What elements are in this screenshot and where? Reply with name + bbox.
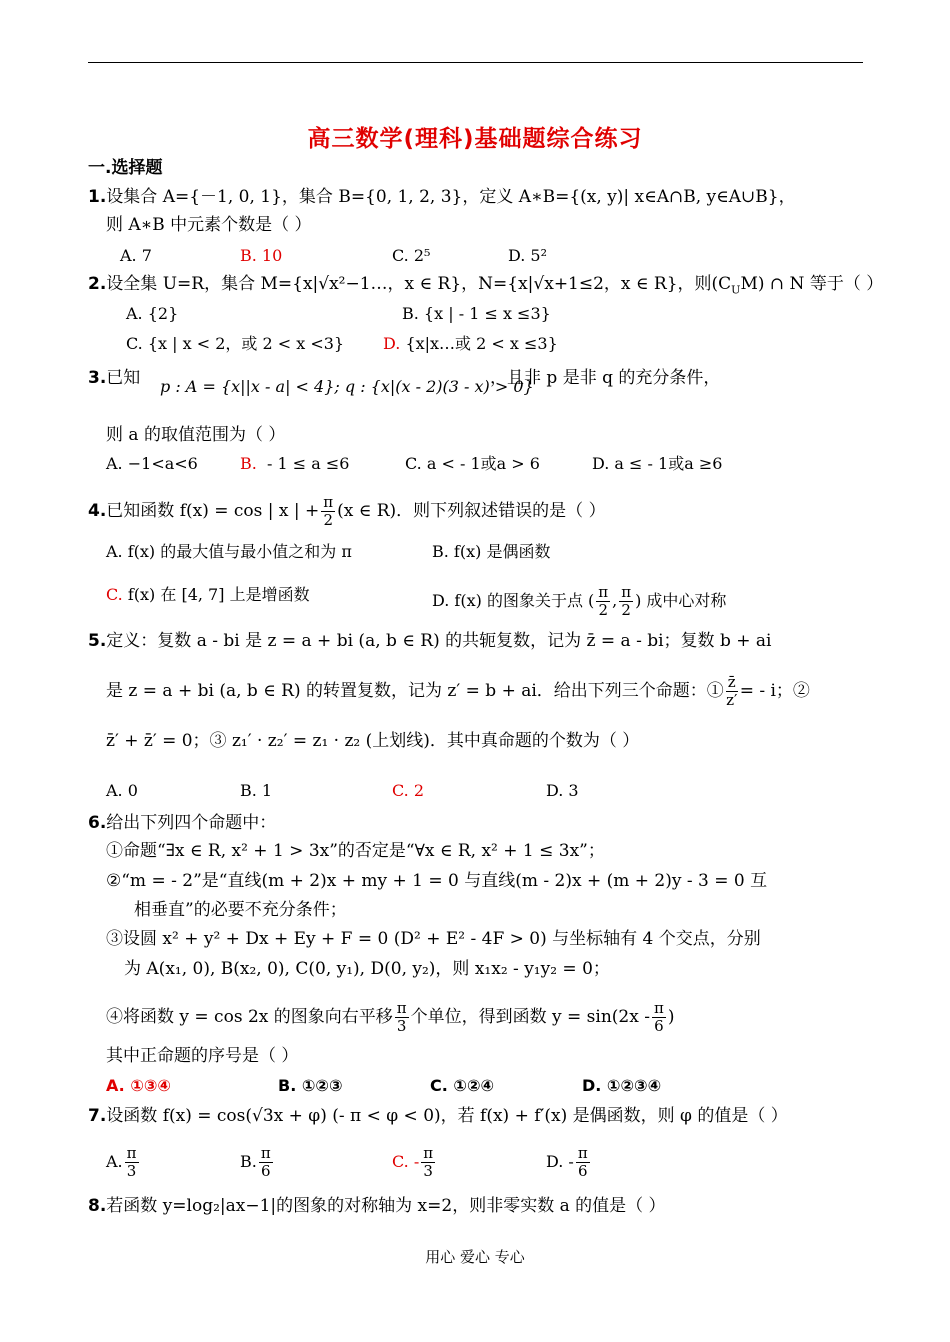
question-text-end: M) ∩ N 等于（ ） [740, 274, 884, 294]
fraction [321, 494, 335, 529]
option-d [383, 333, 558, 355]
option-d: D. ①②③④ [582, 1076, 662, 1095]
statement-text-end: ) [667, 1007, 675, 1027]
question-1-line2: 则 A∗B 中元素个数是（ ） [106, 215, 312, 235]
page-footer: 用心 爱心 专心 [425, 1248, 525, 1266]
denominator: 3 [396, 1017, 407, 1035]
statement-1: ①命题“∃x ∈ R, x² + 1 > 3x”的否定是“∀x ∈ R, x² + 1 ≤ 3x”； [106, 841, 605, 861]
page-title: 高三数学(理科)基础题综合练习 [307, 126, 643, 152]
question-number: 8. [88, 1196, 107, 1216]
denominator: 6 [654, 1017, 664, 1035]
question-3 [88, 367, 140, 389]
fraction [576, 1145, 590, 1180]
option-b [240, 1145, 275, 1180]
option-a: A. −1<a<6 [106, 454, 198, 473]
question-number: 4. [88, 501, 107, 521]
fraction [421, 1145, 435, 1180]
option-text: - 1 ≤ a ≤6 [267, 454, 350, 473]
denominator: 2 [598, 601, 608, 619]
question-number: 6. [88, 813, 107, 833]
numerator: z̄ [727, 673, 736, 691]
question-5-line2 [106, 674, 810, 709]
numerator: π [653, 999, 664, 1017]
option-b: B. {x | - 1 ≤ x ≤3} [402, 304, 551, 323]
option-b: B. 1 [240, 781, 273, 800]
statement-text-mid: 个单位，得到函数 y = sin(2x - [410, 1007, 650, 1027]
question-text: 已知 [106, 368, 141, 388]
question-5-line3: z̄′ + z̄′ = 0；③ z₁′ · z₂′ = z₁ · z₂ (上划线)．其中真命题的个数为（ ） [106, 731, 640, 751]
statement-2-cont: 相垂直”的必要不充分条件； [134, 900, 347, 920]
question-text: 给出下列四个命题中： [106, 813, 277, 833]
question-text-end: (x ∈ R)．则下列叙述错误的是（ ） [337, 501, 606, 521]
option-a: A. {2} [126, 304, 179, 323]
statement-3-cont: 为 A(x₁, 0), B(x₂, 0), C(0, y₁), D(0, y₂)，则 x₁x₂ - y₁y₂ = 0； [124, 959, 610, 979]
question-3-text-after: ，且非 p 是非 q 的充分条件， [490, 368, 721, 388]
denominator: 2 [323, 511, 333, 529]
option-label: D. - [546, 1152, 574, 1171]
option-d: D. f(x) 的图象关于点 ( $\frac{\pi}{2}$ , $\frac{\pi}{2}$ ) 成中心对称 [432, 583, 727, 619]
question-3-line2: 则 a 的取值范围为（ ） [106, 425, 286, 445]
fraction [619, 584, 633, 619]
option-c: C. 2 [392, 781, 425, 800]
fraction [259, 1145, 273, 1180]
option-d [546, 1145, 592, 1180]
question-1 [88, 186, 796, 208]
option-a: A. 7 [120, 246, 152, 265]
option-label: B. [240, 454, 257, 473]
question-7 [88, 1105, 788, 1127]
option-c: C. ①②④ [430, 1076, 495, 1095]
option-c [106, 584, 310, 606]
question-4 [88, 494, 606, 529]
question-number: 1. [88, 187, 107, 207]
option-text: {x|x…或 2 < x ≤3} [405, 334, 558, 353]
question-text: 若函数 y=log₂|ax−1|的图象的对称轴为 x=2，则非零实数 a 的值是（ ） [106, 1196, 666, 1216]
question-number: 5. [88, 631, 107, 651]
option-label: C. [106, 585, 123, 604]
option-d: D. a ≤ - 1或a ≥6 [592, 454, 723, 473]
question-text: 是 z = a + bi (a, b ∈ R) 的转置复数，记为 z′ = b + ai．给出下列三个命题：① [106, 681, 724, 701]
statement-4 [106, 1000, 674, 1035]
question-3-formula: p : A = {x||x - a| < 4}; q : {x|(x - 2)(3 - x) > 0} [160, 377, 534, 396]
numerator: π [577, 1144, 588, 1162]
question-2 [88, 273, 883, 301]
question-8 [88, 1195, 666, 1217]
question-5 [88, 630, 771, 652]
question-number: 3. [88, 368, 107, 388]
numerator: π [323, 493, 334, 511]
question-text: 设全集 U=R，集合 M={x|√x²−1…，x ∈ R}，N={x|√x+1≤2，x ∈ R}，则(C [106, 274, 732, 294]
option-a [106, 1145, 141, 1180]
section-heading: 一.选择题 [88, 158, 163, 178]
option-a: A. f(x) 的最大值与最小值之和为 π [106, 542, 352, 561]
option-b: B. 10 [240, 246, 283, 265]
option-b [240, 453, 349, 475]
numerator: π [621, 583, 632, 601]
option-text: f(x) 在 [4, 7] 上是增函数 [127, 585, 310, 604]
option-label: B. [240, 1152, 257, 1171]
question-text-end: = - i；② [739, 681, 810, 701]
denominator: 6 [261, 1162, 271, 1180]
denominator: 3 [423, 1162, 433, 1180]
option-b: B. f(x) 是偶函数 [432, 542, 551, 561]
option-b: B. ①②③ [278, 1076, 343, 1095]
statement-text: ④将函数 y = cos 2x 的图象向右平移 [106, 1007, 393, 1027]
option-text: D. f(x) 的图象关于点 ( [432, 591, 595, 610]
fraction [726, 674, 738, 709]
numerator: π [396, 999, 407, 1017]
option-c: C. {x | x < 2，或 2 < x <3} [126, 334, 345, 353]
denominator: 6 [578, 1162, 588, 1180]
option-c: C. 2⁵ [392, 246, 431, 265]
header-rule [88, 62, 863, 63]
statement-2: ②“m = - 2”是“直线(m + 2)x + my + 1 = 0 与直线(m - 2)x + (m + 2)y - 3 = 0 互 [106, 871, 768, 891]
option-text-end: ) 成中心对称 [635, 591, 727, 610]
fraction [125, 1145, 139, 1180]
option-d: D. 3 [546, 781, 579, 800]
question-text: 已知函数 f(x) = cos | x | + [106, 501, 320, 521]
question-6-ask: 其中正命题的序号是（ ） [106, 1046, 299, 1066]
question-6 [88, 812, 276, 834]
question-number: 2. [88, 274, 107, 294]
numerator: π [126, 1144, 137, 1162]
numerator: π [598, 583, 609, 601]
denominator: 3 [126, 1162, 137, 1180]
option-label: A. [106, 1152, 123, 1171]
question-text: 设函数 f(x) = cos(√3x + φ) (- π < φ < 0)，若 f(x) + f′(x) 是偶函数，则 φ 的值是（ ） [106, 1106, 788, 1126]
denominator: z′ [726, 691, 738, 709]
option-a: A. 0 [106, 781, 138, 800]
question-text: 定义：复数 a - bi 是 z = a + bi (a, b ∈ R) 的共轭复数，记为 z̄ = a - bi；复数 b + ai [106, 631, 772, 651]
option-c: C. a < - 1或a > 6 [405, 454, 540, 473]
option-d: D. 5² [508, 246, 548, 265]
statement-3: ③设圆 x² + y² + Dx + Ey + F = 0 (D² + E² - 4F > 0) 与坐标轴有 4 个交点，分别 [106, 929, 761, 949]
question-number: 7. [88, 1106, 107, 1126]
denominator: 2 [621, 601, 631, 619]
question-text: 设集合 A={－1, 0, 1}，集合 B={0, 1, 2, 3}，定义 A∗B={(x, y)| x∈A∩B, y∈A∪B}， [106, 187, 796, 207]
option-c [392, 1145, 437, 1180]
option-label: D. [383, 334, 401, 353]
fraction [395, 1000, 409, 1035]
fraction [652, 1000, 666, 1035]
fraction [596, 584, 610, 619]
option-a: A. ①③④ [106, 1076, 171, 1095]
numerator: π [260, 1144, 271, 1162]
numerator: π [423, 1144, 434, 1162]
option-label: C. - [392, 1152, 420, 1171]
subscript: U [731, 283, 741, 297]
